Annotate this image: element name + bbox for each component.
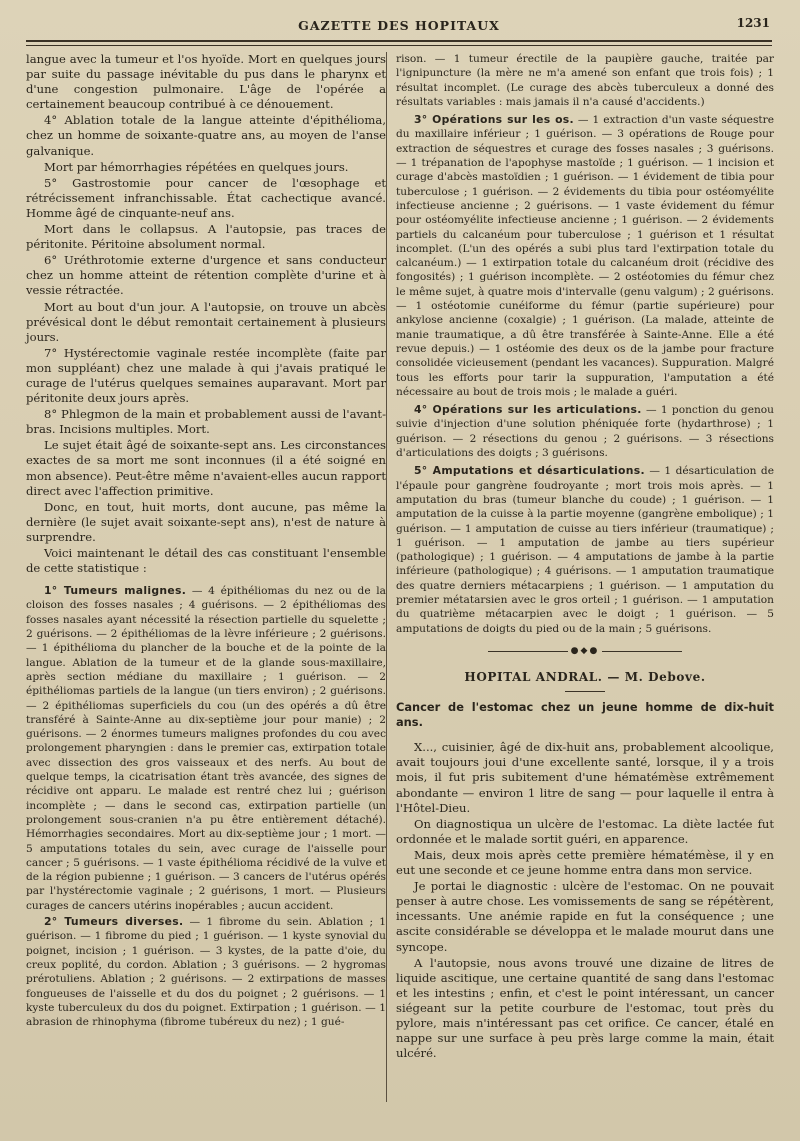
section-heading: 4° Opérations sur les articulations. [414, 403, 642, 417]
paragraph: On diagnostiqua un ulcère de l'estomac. La diète lactée fut ordonnée et le malade sortit guéri, en apparence. [396, 816, 774, 846]
paragraph: 7° Hystérectomie vaginale restée incomplète (faite par mon suppléant) chez une malade à qui j'avais pratiqué le curage de l'utérus quelques semaines auparavant. Mort par péritonite deux jours après. [26, 345, 386, 406]
left-column [26, 52, 386, 1030]
section-various-tumors [26, 915, 386, 1029]
paragraph: 8° Phlegmon de la main et probablement aussi de l'avant-bras. Incisions multiples. Mort. [26, 407, 386, 437]
section-body: — 1 désarticulation de l'épaule pour gangrène foudroyante ; mort trois mois après. — 1 amputation du bras (tumeur blanche du coude) ; 1 guérison. — 1 amputation de la cuisse à la partie moyenne (gangrène embolique) ; 1 guérison. — 1 amputation de cuisse au tiers inférieur (traumatique) ; 1 guérison. — 1 amputation de jambe au tiers supérieur (pathologique) ; 1 guérison. — 4 amputations de jambe à la partie inférieure (pathologique) ; 4 guérisons. — 1 amputation traumatique des quatre derniers métacarpiens ; 1 guérison. — 1 amputation du premier métatarsien avec le gros orteil ; 1 guérison. — 1 amputation du quatrième métacarpien avec le doigt ; 1 guérison. — 5 amputations de doigts du pied ou de la main ; 5 guérisons. [396, 465, 774, 635]
heading-rule [565, 691, 605, 692]
paragraph: Mort par hémorrhagies répétées en quelques jours. [44, 159, 349, 174]
right-column [396, 52, 774, 1062]
header-rule-thick [26, 40, 772, 42]
section-body: — 1 ponction du genou suivie d'injection d'une solution phéniquée forte (hydarthrose) ; 1 guérison. — 2 résections du genou ; 2 guérisons. — 3 résections d'articulations des doigts ; 3 guérisons. [396, 404, 774, 460]
paragraph: Voici maintenant le détail des cas constituant l'ensemble de cette statistique : [26, 546, 386, 576]
section-heading: 1° Tumeurs malignes. [44, 584, 187, 598]
column-divider [386, 52, 387, 1102]
paragraph: Je portai le diagnostic : ulcère de l'estomac. On ne pouvait penser à autre chose. Les vomissements de sang se répétèrent, incessants. Une anémie rapide en fut la conséquence ; une ascite considérable se développa et le malade mourut dans une syncope. [396, 879, 774, 954]
paragraph: A l'autopsie, nous avons trouvé une dizaine de litres de liquide ascitique, une certaine quantité de sang dans l'estomac et les intestins ; enfin, et c'est le point intéressant, un cancer siégeant sur la petite courbure de l'estomac, tout près du pylore, mais n'intéressant pas cet orifice. Ce cancer, étalé en nappe sur une surface à peu près large comme la main, était ulcéré. [396, 955, 774, 1061]
section-joint-operations [396, 403, 774, 460]
paragraph: X..., cuisinier, âgé de dix-huit ans, probablement alcoolique, avait toujours joui d'une excellente santé, lorsque, il y a trois mois, il fut pris subitement d'une hématémèse extrêmement abondante — environ 1 litre de sang — pour laquelle il entra à l'Hôtel-Dieu. [396, 740, 774, 815]
case-title: Cancer de l'estomac chez un jeune homme de dix-huit ans. [396, 700, 774, 730]
paragraph: rison. — 1 tumeur érectile de la paupière gauche, traitée par l'ignipuncture (la mère ne m'a amené son enfant que trois fois) ; 1 résultat incomplet. (Le curage des abcès tuberculeux a donné des résultats variables : mais jamais il n'a causé d'accidents.) [396, 53, 774, 108]
journal-title: GAZETTE DES HOPITAUX [298, 18, 500, 33]
page-header [26, 14, 772, 38]
section-body: — 1 extraction d'un vaste séquestre du maxillaire inférieur ; 1 guérison. — 3 opérations de Rouge pour extraction de séquestres et curage des fosses nasales ; 3 guérisons. — 1 trépanation de l'apophyse mastoïde ; 1 guérison. — 1 incision et curage d'abcès mastoïdien ; 1 guérison. — 1 évidement de tibia pour tuberculose ; 1 guérison. — 2 évidements du tibia pour ostéomyélite infectieuse ancienne ; 2 guérisons. — 1 vaste évidement du fémur pour ostéomyélite infectieuse ancienne ; 1 guérison. — 2 évidements partiels du calcanéum pour tuberculose ; 1 guérison et 1 résultat incomplet. (L'un des opérés a subi plus tard l'extirpation totale du calcanéum.) — 1 extirpation totale du calcanéum droit (récidive des fongosités) ; 1 guérison incomplète. — 2 ostéotomies du fémur chez le même sujet, à quatre mois d'intervalle (genu valgum) ; 2 guérisons. — 1 ostéotomie cunéiforme du fémur (partie supérieure) pour ankylose ancienne (coxalgie) ; 1 guérison. (La malade, atteinte de manie traumatique, a dû être transférée à Sainte-Anne. Elle a été revue depuis.) — 1 ostéomie des deux os de la jambe pour fracture consolidée vicieusement (pendant les vacances). Suppuration. Malgré tous les efforts pour tarir la suppuration, l'amputation a été nécessaire au bout de trois mois ; le malade a guéri. [396, 114, 774, 398]
section-body: — 1 fibrome du sein. Ablation ; 1 guérison. — 1 fibrome du pied ; 1 guérison. — 1 kyste synovial du poignet, incision ; 1 guérison. — 3 kystes, de la patte d'oie, du creux poplité, du cordon. Ablation ; 3 guérisons. — 2 hygromas prérotuliens. Ablation ; 2 guérisons. — 2 extirpations de masses fongueuses de l'aisselle et du dos du poignet ; 2 guérisons. — 1 kyste tuberculeux du dos du poignet. Extirpation ; 1 guérison. — 1 abrasion de rhinophyma (fibrome tubéreux du nez) ; 1 gué- [26, 916, 386, 1029]
paragraph: Le sujet était âgé de soixante-sept ans. Les circonstances exactes de sa mort me sont inconnues (il a été soigné en mon absence). Peut-être même n'avaient-elles aucun rapport direct avec l'affection primitive. [26, 438, 386, 498]
section-heading: 2° Tumeurs diverses. [44, 915, 184, 929]
hospital-heading: HOPITAL ANDRAL. — M. Debove. [464, 670, 706, 685]
paragraph: langue avec la tumeur et l'os hyoïde. Mort en quelques jours par suite du passage inévitable du pus dans le pharynx et d'une congestion pulmonaire. L'âge de l'opérée a certainement beaucoup contribué à ce dénouement. [26, 52, 386, 112]
header-rule-thin [26, 45, 772, 46]
section-ornament: ●◆● [396, 644, 774, 660]
section-bone-operations [396, 113, 774, 399]
paragraph: Mort au bout d'un jour. A l'autopsie, on trouve un abcès prévésical dont le début remontait certainement à plusieurs jours. [26, 299, 386, 344]
section-malignant-tumors [26, 584, 386, 913]
section-body: — 4 épithéliomas du nez ou de la cloison des fosses nasales ; 4 guérisons. — 2 épithéliomas des fosses nasales ayant nécessité la résection partielle du squelette ; 2 guérisons. — 2 épithéliomas de la lèvre inférieure ; 2 guérisons. — 1 épithélioma du plancher de la bouche et de la pointe de la langue. Ablation de la tumeur et de la glande sous-maxillaire, après section médiane du maxillaire ; 1 guérison. — 2 épithéliomas partiels de la langue (un tiers environ) ; 2 guérisons. — 2 épithéliomas superficiels du cou (un des opérés a dû être transféré à Sainte-Anne au dix-septième jour pour manie) ; 2 guérisons. — 2 énormes tumeurs malignes profondes du cou avec prolongement pharyngien : dans le premier cas, extirpation totale avec dissection des gros vaisseaux et des nerfs. Au bout de quelque temps, la cicatrisation étant très avancée, des signes de récidive ont apparu. Le malade est rentré chez lui ; guérison incomplète ; — dans le second cas, extirpation partielle (un prolongement sous-cranien n'a pu être entièrement détaché). Hémorrhagies secondaires. Mort au dix-septième jour ; 1 mort. — 5 amputations totales du sein, avec curage de l'aisselle pour cancer ; 5 guérisons. — 1 vaste épithélioma récidivé de la vulve et de la région pubienne ; 1 guérison. — 3 cancers de l'utérus opérés par l'hystérectomie vaginale ; 2 guérisons, 1 mort. — Plusieurs curages de cancers utérins inopérables ; aucun accident. [26, 585, 386, 912]
section-heading: 5° Amputations et désarticulations. [414, 464, 645, 478]
section-amputations [396, 464, 774, 636]
section-heading: 3° Opérations sur les os. [414, 113, 574, 127]
paragraph: 6° Uréthrotomie externe d'urgence et sans conducteur chez un homme atteint de rétention complète d'urine et à vessie rétractée. [26, 253, 386, 298]
page-number: 1231 [736, 16, 770, 30]
paragraph: Mort dans le collapsus. A l'autopsie, pas traces de péritonite. Péritoine absolument normal. [26, 222, 386, 252]
paragraph: 5° Gastrostomie pour cancer de l'œsophage et rétrécissement infranchissable. État cachectique avancé. Homme âgé de cinquante-neuf ans. [26, 175, 386, 220]
paragraph: Donc, en tout, huit morts, dont aucune, pas même la dernière (le sujet avait soixante-sept ans), n'est de nature à surprendre. [26, 499, 386, 544]
paragraph: Mais, deux mois après cette première hématémèse, il y en eut une seconde et ce jeune homme entra dans mon service. [396, 847, 774, 878]
paragraph: 4° Ablation totale de la langue atteinte d'épithélioma, chez un homme de soixante-quatre ans, au moyen de l'anse galvanique. [26, 113, 386, 158]
